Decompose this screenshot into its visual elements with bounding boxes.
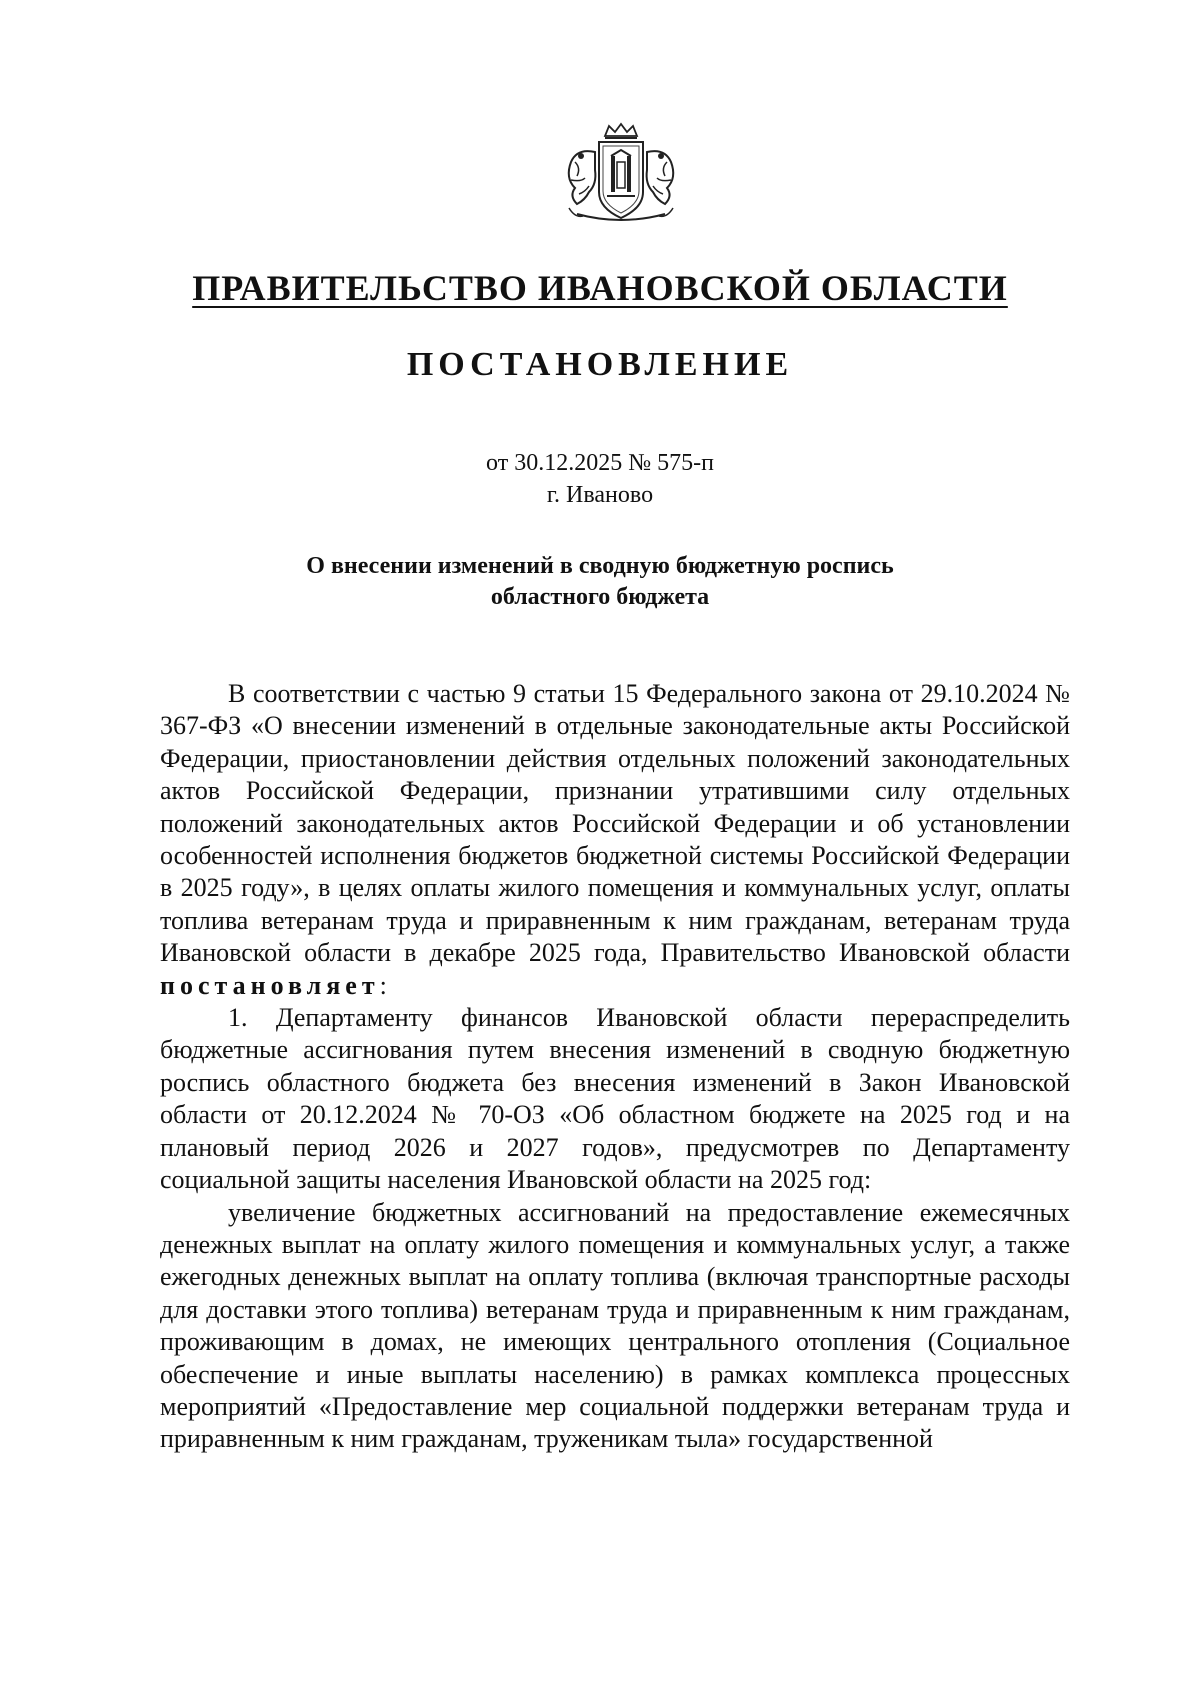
document-body (160, 678, 1070, 1456)
date-number: от 30.12.2025 № 575-п (486, 450, 714, 476)
item-1-detail-paragraph: увеличение бюджетных ассигнований на предоставление ежемесячных денежных выплат на оплату жилого помещения и коммунальных услуг, а также ежегодных денежных выплат на оплату топлива (включая транспортные расходы для доставки этого топлива) ветеранам труда и приравненным к ним гражданам, проживающим в домах, не имеющих центрального отопления (Социальное обеспечение и иные выплаты населению) в рамках комплекса процессных мероприятий «Предоставление мер социальной поддержки ветеранам труда и приравненным к ним гражданам, труженикам тыла» государственной (160, 1197, 1070, 1454)
city: г. Иваново (546, 482, 654, 508)
coat-of-arms-icon (555, 122, 687, 226)
subject-line-1: О внесении изменений в сводную бюджетную роспись (306, 553, 894, 579)
preamble-text: В соответствии с частью 9 статьи 15 Федерального закона от 29.10.2024 № 367-ФЗ «О внесении изменений в отдельные законодательные акты Российской Федерации, приостановлении действия отдельных положений законодательных актов Российской Федерации, признании утратившими силу отдельных положений законодательных актов Российской Федерации и об установлении особенностей исполнения бюджетов бюджетной системы Российской Федерации в 2025 году», в целях оплаты жилого помещения и коммунальных услуг, оплаты топлива ветеранам труда и приравненным к ним гражданам, ветеранам труда Ивановской области в декабре 2025 года, Правительство Ивановской области (160, 679, 1070, 968)
item-1-paragraph: 1. Департаменту финансов Ивановской области перераспределить бюджетные ассигнования путем внесения изменений в сводную бюджетную роспись областного бюджета без внесения изменений в Закон Ивановской области от 20.12.2024 № 70-ОЗ «Об областном бюджете на 2025 год и на плановый период 2026 и 2027 годов», предусмотрев по Департаменту социальной защиты населения Ивановской области на 2025 год: (160, 1003, 1070, 1195)
decree-colon: : (379, 970, 387, 1000)
decree-word: постановляет (160, 970, 380, 1000)
document-type: ПОСТАНОВЛЕНИЕ (406, 346, 794, 383)
organization-title: ПРАВИТЕЛЬСТВО ИВАНОВСКОЙ ОБЛАСТИ (192, 268, 1008, 308)
document-meta (300, 447, 900, 511)
preamble-paragraph (160, 678, 1070, 1002)
subject-line-2: областного бюджета (490, 584, 710, 610)
document-subject (200, 551, 1000, 613)
